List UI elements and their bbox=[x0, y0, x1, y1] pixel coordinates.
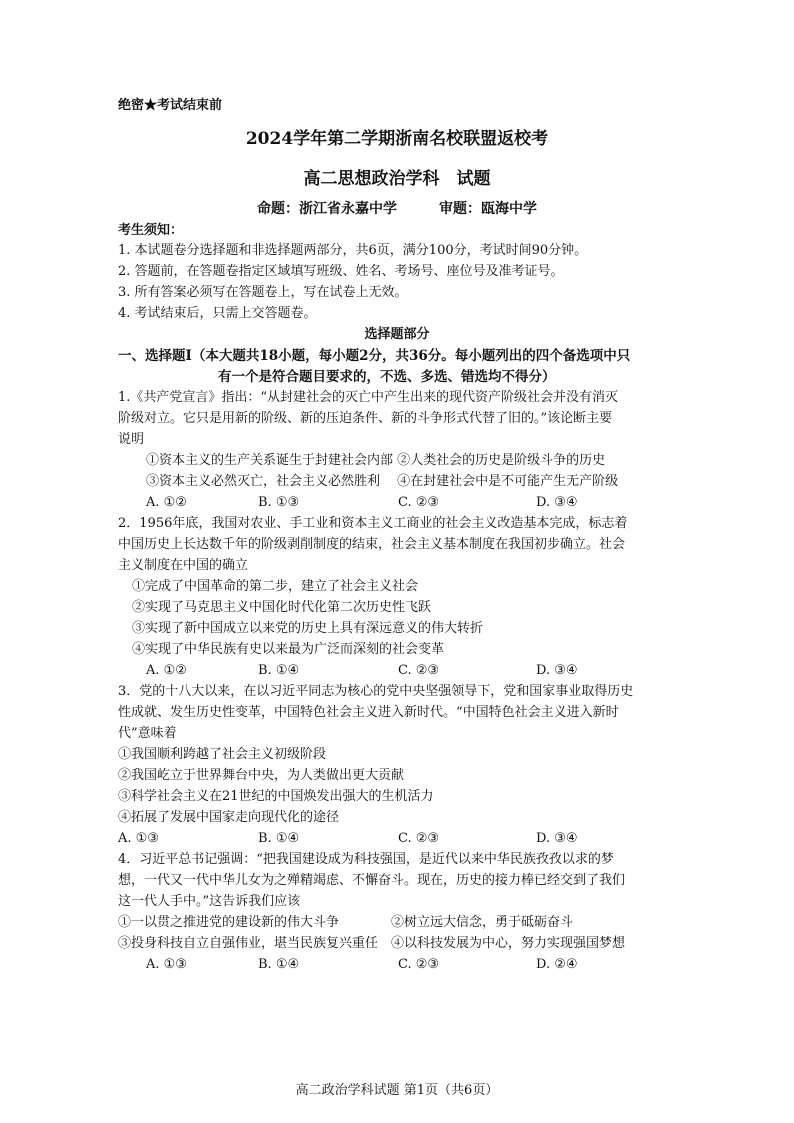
question-stem: 3．党的十八大以来，在以习近平同志为核心的党中央坚强领导下，党和国家事业取得历史 bbox=[118, 684, 634, 699]
section-title: 选择题部分 bbox=[364, 327, 430, 342]
answer-option-c[interactable]: C. ②③ bbox=[398, 831, 440, 846]
answer-option-b[interactable]: B. ①④ bbox=[258, 663, 300, 678]
question-stem: 2．1956年底，我国对农业、手工业和资本主义工商业的社会主义改造基本完成，标志着 bbox=[118, 516, 628, 531]
question-stem: 这一代人手中。”这告诉我们应该 bbox=[118, 894, 301, 909]
section-instruction: 有一个是符合题目要求的，不选、多选、错选均不得分） bbox=[218, 369, 556, 385]
question-statement: ④实现了中华民族有史以来最为广泛而深刻的社会变革 bbox=[132, 642, 445, 657]
question-statement: ③资本主义必然灭亡，社会主义必然胜利 ④在封建社会中是不可能产生无产阶级 bbox=[146, 474, 619, 489]
question-statement: ①一以贯之推进党的建设新的伟大斗争 ②树立远大信念，勇于砥砺奋斗 bbox=[118, 915, 574, 930]
exam-subtitle: 高二思想政治学科 试题 bbox=[303, 169, 491, 189]
question-stem: 说明 bbox=[118, 432, 145, 447]
page-footer: 高二政治学科试题 第1页（共6页） bbox=[295, 1083, 499, 1098]
question-stem: 4．习近平总书记强调：“把我国建设成为科技强国，是近代以来中华民族孜孜以求的梦 bbox=[118, 852, 614, 867]
answer-option-b[interactable]: B. ①④ bbox=[258, 957, 300, 972]
question-stem: 中国历史上长达数千年的阶级剥削制度的结束，社会主义基本制度在我国初步确立。社会 bbox=[118, 537, 626, 552]
answer-option-d[interactable]: D. ③④ bbox=[536, 495, 578, 510]
question-statement: ③实现了新中国成立以来党的历史上具有深远意义的伟大转折 bbox=[132, 621, 484, 636]
answer-option-c[interactable]: C. ②③ bbox=[398, 663, 440, 678]
question-statement: ③科学社会主义在21世纪的中国焕发出强大的生机活力 bbox=[118, 789, 434, 804]
question-stem: 1.《共产党宣言》指出：“从封建社会的灭亡中产生出来的现代资产阶级社会并没有消灭 bbox=[118, 390, 619, 405]
notice-item: 1. 本试题卷分选择题和非选择题两部分，共6页，满分100分，考试时间90分钟。 bbox=[118, 243, 588, 258]
question-stem: 代”意味着 bbox=[118, 726, 177, 741]
question-stem: 主义制度在中国的确立 bbox=[118, 558, 249, 573]
section-instruction: 一、选择题Ⅰ（本大题共18小题，每小题2分，共36分。每小题列出的四个备选项中只 bbox=[118, 348, 631, 364]
notice-heading: 考生须知： bbox=[118, 223, 184, 238]
answer-option-c[interactable]: C. ②③ bbox=[398, 957, 440, 972]
question-stem: 想，一代又一代中华儿女为之殚精竭虑、不懈奋斗。现在，历史的接力棒已经交到了我们 bbox=[118, 873, 626, 888]
answer-option-d[interactable]: D. ③④ bbox=[536, 663, 578, 678]
question-statement: ③投身科技自立自强伟业，堪当民族复兴重任 ④以科技发展为中心，努力实现强国梦想 bbox=[118, 936, 626, 951]
answer-option-d[interactable]: D. ③④ bbox=[536, 831, 578, 846]
question-statement: ①我国顺利跨越了社会主义初级阶段 bbox=[118, 747, 327, 762]
question-stem: 阶级对立。它只是用新的阶级、新的压迫条件、新的斗争形式代替了旧的。”该论断主要 bbox=[118, 411, 613, 426]
question-statement: ④拓展了发展中国家走向现代化的途径 bbox=[118, 810, 340, 825]
answer-option-b[interactable]: B. ①③ bbox=[258, 495, 300, 510]
confidential-mark: 绝密★考试结束前 bbox=[118, 98, 223, 113]
notice-item: 2. 答题前，在答题卷指定区域填写班级、姓名、考场号、座位号及准考证号。 bbox=[118, 264, 564, 279]
answer-option-a[interactable]: A. ①③ bbox=[146, 957, 187, 972]
answer-option-d[interactable]: D. ②④ bbox=[536, 957, 578, 972]
notice-item: 3. 所有答案必须写在答题卷上，写在试卷上无效。 bbox=[118, 285, 408, 300]
answer-option-a[interactable]: A. ①② bbox=[146, 663, 187, 678]
answer-option-c[interactable]: C. ②③ bbox=[398, 495, 440, 510]
question-statement: ①完成了中国革命的第二步，建立了社会主义社会 bbox=[132, 579, 419, 594]
answer-option-a[interactable]: A. ①② bbox=[146, 495, 187, 510]
question-statement: ②实现了马克思主义中国化时代化第二次历史性飞跃 bbox=[132, 600, 432, 615]
answer-option-b[interactable]: B. ①④ bbox=[258, 831, 300, 846]
answer-option-a[interactable]: A. ①③ bbox=[118, 831, 159, 846]
question-statement: ②我国屹立于世界舞台中央，为人类做出更大贡献 bbox=[118, 768, 405, 783]
exam-title: 2024学年第二学期浙南名校联盟返校考 bbox=[245, 129, 549, 149]
notice-item: 4. 考试结束后，只需上交答题卷。 bbox=[118, 306, 317, 321]
question-statement: ①资本主义的生产关系诞生于封建社会内部 ②人类社会的历史是阶级斗争的历史 bbox=[146, 453, 606, 468]
setter-line: 命题：浙江省永嘉中学 审题：瓯海中学 bbox=[257, 201, 537, 217]
question-stem: 性成就、发生历史性变革，中国特色社会主义进入新时代。“中国特色社会主义进入新时 bbox=[118, 705, 619, 720]
